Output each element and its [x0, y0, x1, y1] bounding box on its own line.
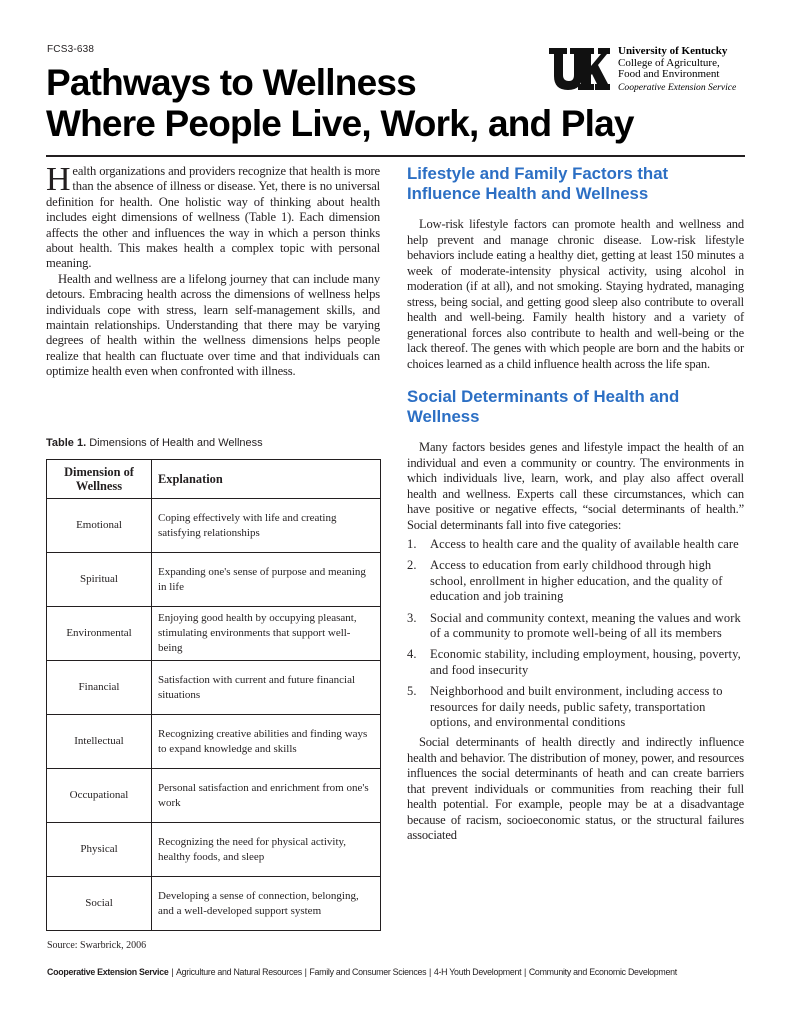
- dimension-cell: Spiritual: [47, 553, 152, 607]
- college-name-line-2: Food and Environment: [618, 68, 720, 80]
- list-text: Access to health care and the quality of available health care: [430, 537, 739, 551]
- header-dimension: Dimension of Wellness: [47, 460, 152, 499]
- dimension-cell: Social: [47, 877, 152, 931]
- social-paragraph-1: Many factors besides genes and lifestyle impact the health of an individual and even a community or country. The environments in which individuals live, learn, work, and play also affect overall health and wellness. Experts call these circumstances, which can have positive or negative effects, “social determinants of health.” Social determinants fall into five categories:: [407, 440, 744, 532]
- table-row: [47, 607, 381, 661]
- college-name-line-1: College of Agriculture,: [618, 56, 720, 69]
- title-line-2: Where People Live, Work, and Play: [46, 103, 634, 144]
- left-column: [46, 161, 380, 380]
- list-item: [407, 684, 744, 730]
- title-line-1: Pathways to Wellness: [46, 62, 416, 103]
- table-header-row: [47, 460, 381, 499]
- list-number: 5.: [407, 684, 417, 699]
- list-number: 3.: [407, 610, 417, 625]
- dimension-cell: Occupational: [47, 769, 152, 823]
- list-number: 1.: [407, 537, 417, 551]
- table-source: Source: Swarbrick, 2006: [47, 940, 147, 951]
- header-divider: [46, 155, 745, 157]
- page-title: [46, 62, 634, 144]
- drop-cap: H: [46, 161, 71, 198]
- list-text: Economic stability, including employment, housing, poverty, and food insecurity: [430, 647, 741, 677]
- list-item: [407, 611, 744, 642]
- dimension-cell: Financial: [47, 661, 152, 715]
- footer-program: Family and Consumer Sciences: [309, 967, 427, 978]
- footer-service: Cooperative Extension Service: [47, 967, 169, 978]
- social-determinants-heading: Social Determinants of Health and Wellness: [407, 387, 680, 426]
- header-explanation: Explanation: [152, 460, 381, 499]
- intro-paragraph-1: [46, 161, 380, 272]
- table-row: [47, 661, 381, 715]
- footer: Cooperative Extension Service | Agriculture and Natural Resources | Family and Consumer Sciences | 4-H Youth Development | Community and Economic Development: [47, 967, 677, 978]
- table-caption-label: Table 1.: [46, 437, 87, 449]
- list-item: [407, 537, 744, 552]
- determinants-list: [407, 537, 744, 730]
- dimensions-table: [46, 459, 381, 931]
- dimension-cell: Intellectual: [47, 715, 152, 769]
- lifestyle-paragraph: Low-risk lifestyle factors can promote health and wellness and help prevent and manage chronic disease. Low-risk lifestyle behaviors include eating a healthy diet, getting at least 150 minutes a week of moderate-intensity physical activity, using alcohol in moderation (if at all), and not smoking. Staying hydrated, managing stress, being social, and getting good sleep also contribute to overall health and well-being. Family health history and a variety of generational forces also contribute to health and well-being or the lack thereof. The genes with which people are born and the habits or choices learned as a child influence health across the life span.: [407, 217, 744, 371]
- explanation-cell: Coping effectively with life and creating satisfying relationships: [152, 499, 381, 553]
- list-item: [407, 558, 744, 604]
- list-text: Neighborhood and built environment, including access to resources for daily needs, public safety, transportation options, and environmental conditions: [430, 684, 723, 730]
- table-row: [47, 499, 381, 553]
- table-row: [47, 715, 381, 769]
- extension-service: Cooperative Extension Service: [618, 81, 737, 93]
- dimension-cell: Environmental: [47, 607, 152, 661]
- institution-block: [618, 46, 758, 93]
- list-number: 4.: [407, 647, 417, 662]
- explanation-cell: Expanding one's sense of purpose and meaning in life: [152, 553, 381, 607]
- list-number: 2.: [407, 558, 417, 573]
- dimension-cell: Physical: [47, 823, 152, 877]
- list-text: Access to education from early childhood through high school, enrollment in higher education, and the quality of education and job training: [430, 558, 723, 604]
- explanation-cell: Developing a sense of connection, belonging, and a well-developed support system: [152, 877, 381, 931]
- intro-paragraph-1-text: ealth organizations and providers recognize that health is more than the absence of illness or disease. Yet, there is no universal definition for health. One holistic way of thinking about health includes eight dimensions of wellness (Table 1). Each dimension affects the other and influences the way in which a person thinks about health. This makes health a complex topic with personal meaning.: [46, 164, 380, 271]
- uk-logo-icon: [548, 45, 610, 93]
- dimension-cell: Emotional: [47, 499, 152, 553]
- table-row: [47, 877, 381, 931]
- footer-program: 4-H Youth Development: [433, 967, 522, 978]
- table-row: [47, 769, 381, 823]
- right-column: [407, 164, 744, 844]
- university-name: University of Kentucky: [618, 45, 728, 57]
- explanation-cell: Recognizing creative abilities and finding ways to expand knowledge and skills: [152, 715, 381, 769]
- publication-code: FCS3-638: [47, 44, 95, 55]
- table-caption-text: Dimensions of Health and Wellness: [89, 437, 263, 449]
- list-item: [407, 647, 744, 678]
- explanation-cell: Recognizing the need for physical activity, healthy foods, and sleep: [152, 823, 381, 877]
- list-text: Social and community context, meaning the values and work of a community to promote well-being of all its members: [430, 610, 741, 641]
- social-paragraph-2: Social determinants of health directly and indirectly influence health and behavior. The distribution of money, power, and resources influences the social determinants of heath and can create barriers that prevent individuals or communities from reaching their full health potential. For example, people may be at a disadvantage because of racism, socioeconomic status, or the structural failures associated: [407, 735, 744, 843]
- footer-program: Agriculture and Natural Resources: [176, 967, 302, 978]
- explanation-cell: Satisfaction with current and future financial situations: [152, 661, 381, 715]
- table-row: [47, 823, 381, 877]
- lifestyle-heading: Lifestyle and Family Factors that Influence Health and Wellness: [407, 164, 669, 203]
- footer-program: Community and Economic Development: [528, 967, 677, 978]
- explanation-cell: Enjoying good health by occupying pleasant, stimulating environments that support well-being: [152, 607, 381, 661]
- table-row: [47, 553, 381, 607]
- explanation-cell: Personal satisfaction and enrichment from one's work: [152, 769, 381, 823]
- table-caption: [46, 437, 263, 449]
- intro-paragraph-2: Health and wellness are a lifelong journey that can include many detours. Embracing health across the dimensions of wellness helps individuals cope with stress, learn self-management skills, and maintain relationships. Understanding that there may be varying degrees of health within the wellness dimensions helps people realize that health can fluctuate over time and that individuals can optimize health even when confronted with illness.: [46, 271, 380, 379]
